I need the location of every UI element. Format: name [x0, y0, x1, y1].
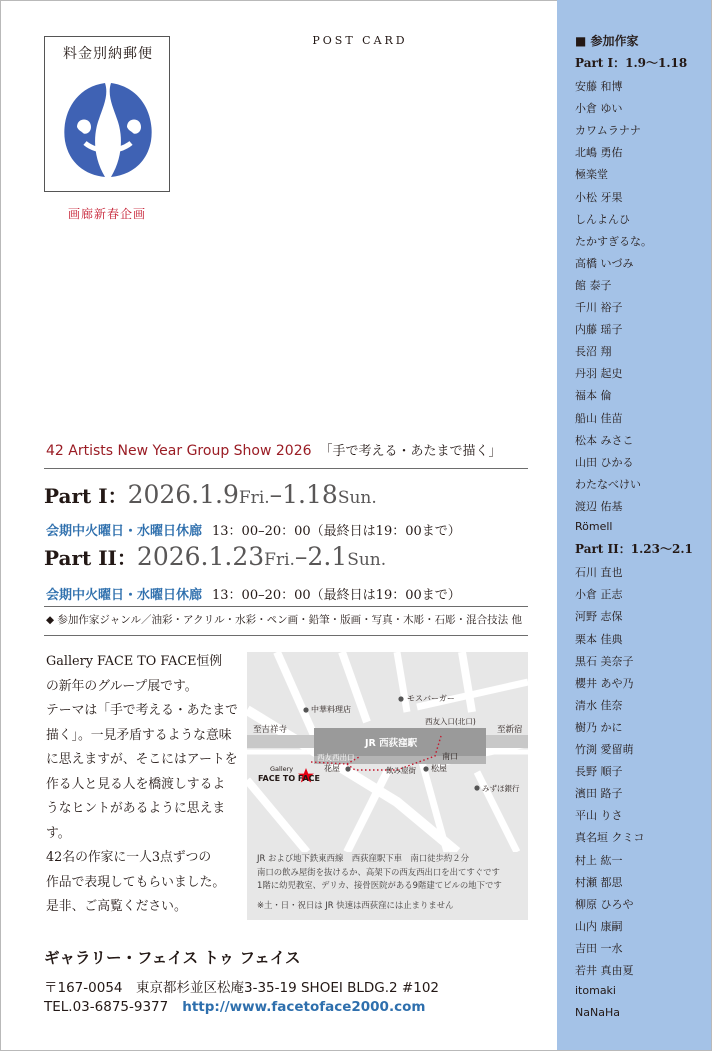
map-label-south-exit-side: 西友西出口: [317, 753, 355, 762]
artist-name: 内藤 瑶子: [575, 323, 623, 337]
artists-sidebar: [557, 0, 711, 1050]
map-label-north-exit: 西友入口(北口): [425, 717, 476, 726]
divider: [44, 468, 528, 469]
artist-name: 栗本 佳典: [575, 632, 623, 646]
access-line: 1階に幼児教室、デリカ、接骨医院がある9階建てビルの地下です: [257, 880, 502, 890]
description-line: 是非、ご高覧ください。: [46, 899, 187, 914]
artist-name: 小倉 正志: [575, 588, 623, 602]
part2-start: 2026.1.23: [136, 542, 265, 571]
postal-stamp-mark-icon: [57, 75, 159, 183]
gallery-contact: [44, 999, 425, 1015]
artist-name: 長沼 翔: [575, 345, 612, 359]
description-line: 描く」。一見矛盾するような意味: [46, 727, 232, 743]
map-label-mizuho: みずほ銀行: [482, 784, 520, 793]
part2-dates: [44, 542, 386, 571]
artist-name: 小倉 ゆい: [575, 102, 623, 116]
part2-colon: ：: [116, 546, 137, 570]
artist-name: 長野 順子: [575, 765, 623, 779]
artist-name: 吉田 一水: [575, 941, 623, 955]
description-line: テーマは「手で考える・あたまで: [46, 703, 238, 718]
gallery-address: 〒167-0054 東京都杉並区松庵3-35-19 SHOEI BLDG.2 #102: [44, 980, 440, 996]
gallery-url-link[interactable]: http://www.facetoface2000.com: [182, 999, 426, 1015]
artist-name: NaNaHa: [575, 1006, 620, 1020]
map-label-gallery: FACE TO FACE: [258, 774, 320, 783]
gallery-tel: TEL.03-6875-9377: [44, 999, 169, 1015]
description-line: Gallery FACE TO FACE恒例: [46, 654, 223, 669]
description-line: うなヒントがあるように思えます。: [46, 801, 226, 841]
artist-name: Römell: [575, 520, 613, 533]
artist-name: 若井 真由夏: [575, 964, 634, 977]
part1-end-dow: Sun.: [337, 488, 377, 508]
artist-name: 福本 倫: [575, 389, 612, 403]
exhibition-theme: 「手で考える・あたまで描く」: [319, 444, 502, 459]
exhibition-title-en: 42 Artists New Year Group Show 2026: [46, 443, 312, 459]
map-label-gallery-small: Gallery: [270, 765, 294, 773]
artist-name: 竹渕 愛留萌: [575, 743, 634, 756]
gallery-name: ギャラリー・フェイス トゥ フェイス: [44, 949, 301, 967]
stamp-text: 料金別納郵便: [63, 46, 153, 62]
artist-name: 山内 康嗣: [575, 919, 623, 933]
part1-start-dow: Fri.: [238, 488, 270, 508]
part2-artists-heading: Part II：1.23～2.1: [575, 542, 693, 557]
part1-end: 1.18: [282, 480, 338, 509]
exhibition-description: [46, 650, 240, 920]
artist-name: 櫻井 あや乃: [575, 676, 634, 690]
artist-name: しんよんひ: [575, 212, 630, 226]
artist-name: 平山 りさ: [575, 809, 623, 823]
description-line: 作品で表現してもらいました。: [46, 874, 226, 890]
part1-opening-hours: 13：00–20：00（最終日は19：00まで）: [212, 524, 461, 539]
artist-name: わたなべけい: [575, 477, 641, 491]
part2-label: Part II: [44, 546, 117, 570]
artist-name: 柳原 ひろや: [575, 897, 634, 911]
access-line: JR および地下鉄東西線 西荻窪駅下車 南口徒歩約２分: [257, 853, 469, 863]
map-label-kahoku: 花屋: [324, 764, 340, 773]
artist-name: 安藤 和博: [575, 80, 623, 93]
artist-name: 千川 裕子: [575, 301, 623, 314]
map-label-to-shinjuku: 至新宿: [497, 725, 523, 735]
part2-hours: [46, 584, 461, 603]
divider: [44, 635, 528, 636]
artist-name: 村瀬 都思: [575, 875, 623, 889]
postcard-label: POST CARD: [312, 34, 408, 47]
access-map: [247, 652, 528, 920]
map-drawing: [247, 652, 528, 852]
part1-artists-heading: Part I：1.9～1.18: [575, 56, 688, 70]
artist-name: 清水 佳奈: [575, 698, 623, 712]
part2-start-dow: Fri.: [264, 550, 295, 570]
artist-name: 松本 みさこ: [575, 433, 634, 447]
part1-start: 2026.1.9: [127, 480, 239, 509]
artist-name: 樹乃 かに: [575, 720, 623, 734]
artist-name: 極楽堂: [575, 168, 608, 182]
map-label-station: JR 西荻窪駅: [365, 738, 418, 749]
part1-dates: [44, 480, 377, 509]
map-label-south-exit: 南口: [442, 752, 458, 761]
artists-title: ■ 参加作家: [575, 34, 639, 48]
part2-opening-hours: 13：00–20：00（最終日は19：00まで）: [212, 588, 461, 603]
part1-label: Part I: [44, 484, 108, 508]
artist-name: 高橋 いづみ: [575, 256, 634, 270]
postage-stamp: [44, 36, 170, 192]
artist-name: カワムラナナ: [575, 124, 641, 138]
artist-name: 渡辺 佑基: [575, 499, 623, 513]
part1-colon: ：: [107, 484, 128, 508]
part1-hours: [46, 520, 461, 539]
artist-name: 小松 牙果: [575, 190, 623, 204]
artist-name: 船山 佳苗: [575, 411, 623, 425]
map-label-chuka: 中華料理店: [311, 705, 351, 714]
map-label-nomiya: 飲み屋街: [386, 766, 416, 775]
artist-name: たかすぎるな。: [575, 234, 652, 248]
artist-name: 山田 ひかる: [575, 455, 634, 469]
part2-dash: –: [294, 542, 308, 571]
part2-end: 2.1: [307, 542, 348, 571]
artist-name: 石川 直也: [575, 566, 623, 580]
artist-name: 濱田 路子: [575, 787, 623, 801]
part1-dash: –: [269, 480, 283, 509]
artist-name: 黒石 美奈子: [575, 654, 634, 668]
map-label-mos: モスバーガー: [407, 694, 455, 703]
description-line: 作る人と見る人を橋渡しするよ: [46, 776, 226, 792]
exhibition-title: [46, 440, 502, 459]
map-label-to-kichijoji: 至吉祥寺: [253, 725, 288, 735]
description-line: の新年のグループ展です。: [46, 678, 198, 694]
event-label: 画廊新春企画: [67, 207, 146, 221]
artist-name: 真名垣 クミコ: [575, 831, 645, 845]
artist-name: 北嶋 勇佑: [575, 146, 623, 160]
access-info: [257, 852, 522, 912]
divider: [44, 606, 528, 607]
artist-name: 村上 紘一: [575, 853, 623, 867]
artist-name: itomaki: [575, 984, 616, 998]
artist-name: 河野 志保: [575, 610, 623, 624]
artist-name: 丹羽 起史: [575, 367, 623, 381]
description-line: に思えますが、そこにはアートを: [46, 752, 238, 767]
description-line: 42名の作家に一人3点ずつの: [46, 850, 212, 865]
map-label-matsuya: 松屋: [431, 764, 447, 773]
artist-genres: ◆ 参加作家ジャンル／油彩・アクリル・水彩・ペン画・鉛筆・版画・写真・木彫・石彫・混合技法 他: [46, 614, 522, 626]
access-line: 南口の飲み屋街を抜けるか、高架下の西友西出口を出てすぐです: [257, 866, 500, 877]
access-note: ※土・日・祝日は JR 快速は西荻窪には止まりません: [257, 899, 454, 910]
part1-closed-days: 会期中火曜日・水曜日休廊: [46, 524, 203, 539]
part2-end-dow: Sun.: [347, 550, 387, 570]
artist-name: 館 泰子: [575, 278, 612, 292]
part2-closed-days: 会期中火曜日・水曜日休廊: [46, 588, 203, 603]
